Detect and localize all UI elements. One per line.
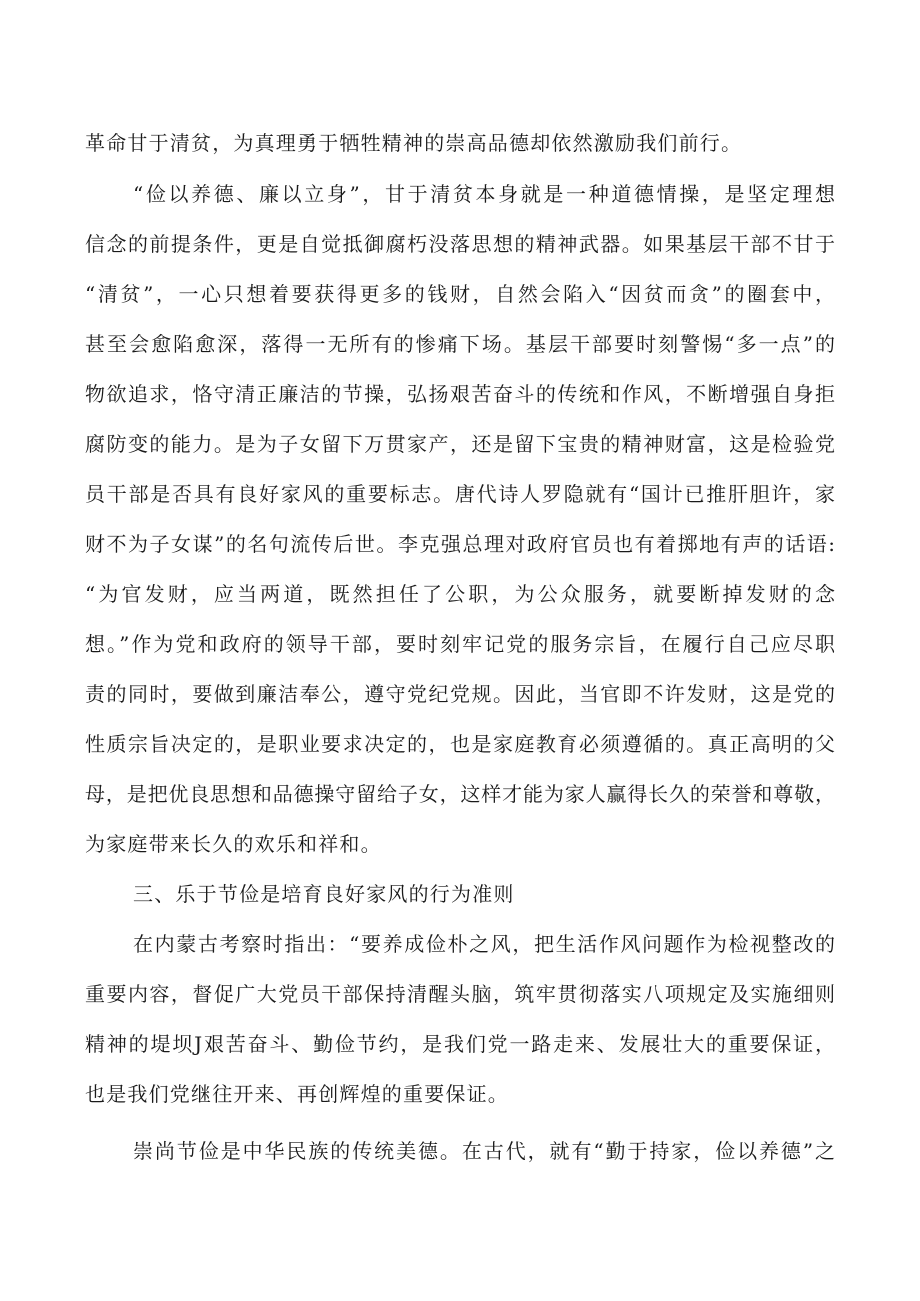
text-line-3: 信念的前提条件，更是自觉抵御腐朽没落思想的精神武器。如果基层干部不甘于 <box>85 232 835 256</box>
text-line-21: 崇尚节俭是中华民族的传统美德。在古代，就有“勤于持家，俭以养德”之 <box>133 1139 835 1163</box>
text-line-12: 责的同时，要做到廉洁奉公，遵守党纪党规。因此，当官即不许发财，这是党的 <box>85 682 835 706</box>
text-line-19: 精神的堤坝J艰苦奋斗、勤俭节约，是我们党一路走来、发展壮大的重要保证， <box>85 1032 835 1056</box>
text-line-20: 也是我们党继往开来、再创辉煌的重要保证。 <box>85 1082 509 1106</box>
text-line-5: 甚至会愈陷愈深，落得一无所有的惨痛下场。基层干部要时刻警惕“多一点”的 <box>85 332 835 356</box>
text-line-10: “为官发财，应当两道，既然担任了公职，为公众服务，就要断掉发财的念 <box>85 582 835 606</box>
text-line-13: 性质宗旨决定的，是职业要求决定的，也是家庭教育必须遵循的。真正高明的父 <box>85 732 835 756</box>
section-heading: 三、乐于节俭是培育良好家风的行为准则 <box>133 882 515 906</box>
text-line-4: “清贫”，一心只想着要获得更多的钱财，自然会陷入“因贫而贪”的圈套中， <box>85 282 835 306</box>
text-line-8: 员干部是否具有良好家风的重要标志。唐代诗人罗隐就有“国计已推肝胆许，家 <box>85 482 835 506</box>
text-line-17: 在内蒙古考察时指出：“要养成俭朴之风，把生活作风问题作为检视整改的 <box>133 932 835 956</box>
text-line-2: “俭以养德、廉以立身”，甘于清贫本身就是一种道德情操，是坚定理想 <box>133 182 835 206</box>
text-line-11: 想。”作为党和政府的领导干部，要时刻牢记党的服务宗旨，在履行自己应尽职 <box>85 632 835 656</box>
text-line-14: 母，是把优良思想和品德操守留给子女，这样才能为家人赢得长久的荣誉和尊敬， <box>85 782 835 806</box>
text-line-18: 重要内容，督促广大党员干部保持清醒头脑，筑牢贯彻落实八项规定及实施细则 <box>85 982 835 1006</box>
text-line-15: 为家庭带来长久的欢乐和祥和。 <box>85 832 382 856</box>
text-line-9: 财不为子女谋”的名句流传后世。李克强总理对政府官员也有着掷地有声的话语: <box>85 532 835 556</box>
text-line-7: 腐防变的能力。是为子女留下万贯家产，还是留下宝贵的精神财富，这是检验党 <box>85 432 835 456</box>
text-line-6: 物欲追求，恪守清正廉洁的节操，弘扬艰苦奋斗的传统和作风，不断增强自身拒 <box>85 382 835 406</box>
text-line-1: 革命甘于清贫，为真理勇于牺牲精神的崇高品德却依然激励我们前行。 <box>85 131 743 155</box>
